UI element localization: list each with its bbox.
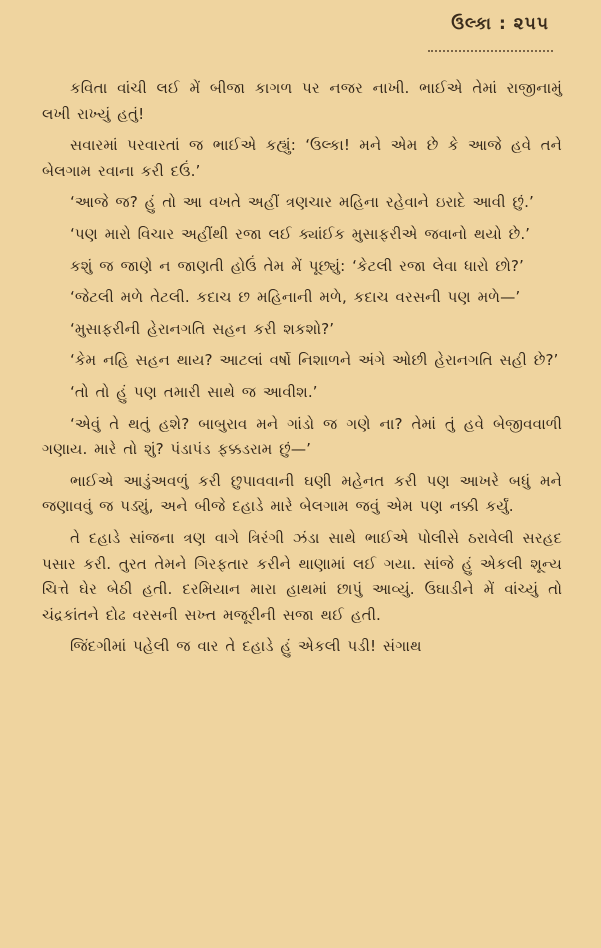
- body-text: [42, 76, 562, 666]
- paragraph: ‘મુસાફરીની હેરાનગતિ સહન કરી શકશો?’: [70, 319, 335, 338]
- paragraph: ભાઈએ આડુંઅવળું કરી છુપાવવાની ઘણી મહેનત કરી પણ આખરે બધું મને જણાવવું જ પડ્યું, અને બીજે દહાડે મારે બેલગામ જવું એમ પણ નક્કી કર્યું.: [42, 471, 562, 516]
- paragraph: ‘તો તો હું પણ તમારી સાથે જ આવીશ.’: [70, 382, 318, 401]
- paragraph: ‘આજે જ? હું તો આ વખતે અહીં ત્રણચાર મહિના રહેવાને ઇરાદે આવી છું.’: [70, 193, 534, 212]
- paragraph: કવિતા વાંચી લઈ મેં બીજા કાગળ પર નજર નાખી. ભાઈએ તેમાં રાજીનામું લખી રાખ્યું હતું!: [42, 79, 562, 123]
- paragraph: ‘કેમ નહિ સહન થાય? આટલાં વર્ષો નિશાળને અંગે ઓછી હેરાનગતિ સહી છે?’: [70, 351, 559, 370]
- paragraph: તે દહાડે સાંજના ત્રણ વાગે ત્રિરંગી ઝંડા સાથે ભાઈએ પોલીસે ઠરાવેલી સરહદ પસાર કરી. તુરત તેમને ગિરફતાર કરીને થાણામાં લઈ ગયા. સાંજે હું એકલી શૂન્ય ચિત્તે ઘેર બેઠી હતી. દરમિયાન મારા હાથમાં છાપું આવ્યું. ઉઘાડીને મેં વાંચ્યું તો ચંદ્રકાંતને દોઢ વરસની સખ્ત મજૂરીની સજા થઈ હતી.: [42, 528, 562, 624]
- paragraph: કશું જ જાણે ન જાણતી હોઉં તેમ મેં પૂછ્યું: ‘કેટલી રજા લેવા ધારો છો?’: [70, 256, 524, 275]
- header-rule: [428, 46, 553, 52]
- paragraph: ‘જેટલી મળે તેટલી. કદાચ છ મહિનાની મળે, કદાચ વરસની પણ મળે—’: [70, 288, 521, 307]
- paragraph: જિંદગીમાં પહેલી જ વાર તે દહાડે હું એકલી પડી! સંગાથ: [70, 637, 422, 656]
- paragraph: સવારમાં પરવારતાં જ ભાઈએ કહ્યું: ‘ઉલ્કા! મને એમ છે કે આજે હવે તને બેલગામ રવાના કરી દઉં.’: [42, 136, 562, 180]
- paragraph: ‘પણ મારો વિચાર અહીંથી રજા લઈ ક્યાંઈક મુસાફરીએ જવાનો થયો છે.’: [70, 224, 531, 243]
- page-header: ઉલ્કા : ૨૫૫: [451, 14, 549, 34]
- paragraph: ‘એવું તે થતું હશે? બાબુરાવ મને ગાંડો જ ગણે ના? તેમાં તું હવે બેજીવવાળી ગણાય. મારે તો શું? પંડાપંડ ફક્કડરામ છું—’: [42, 414, 562, 459]
